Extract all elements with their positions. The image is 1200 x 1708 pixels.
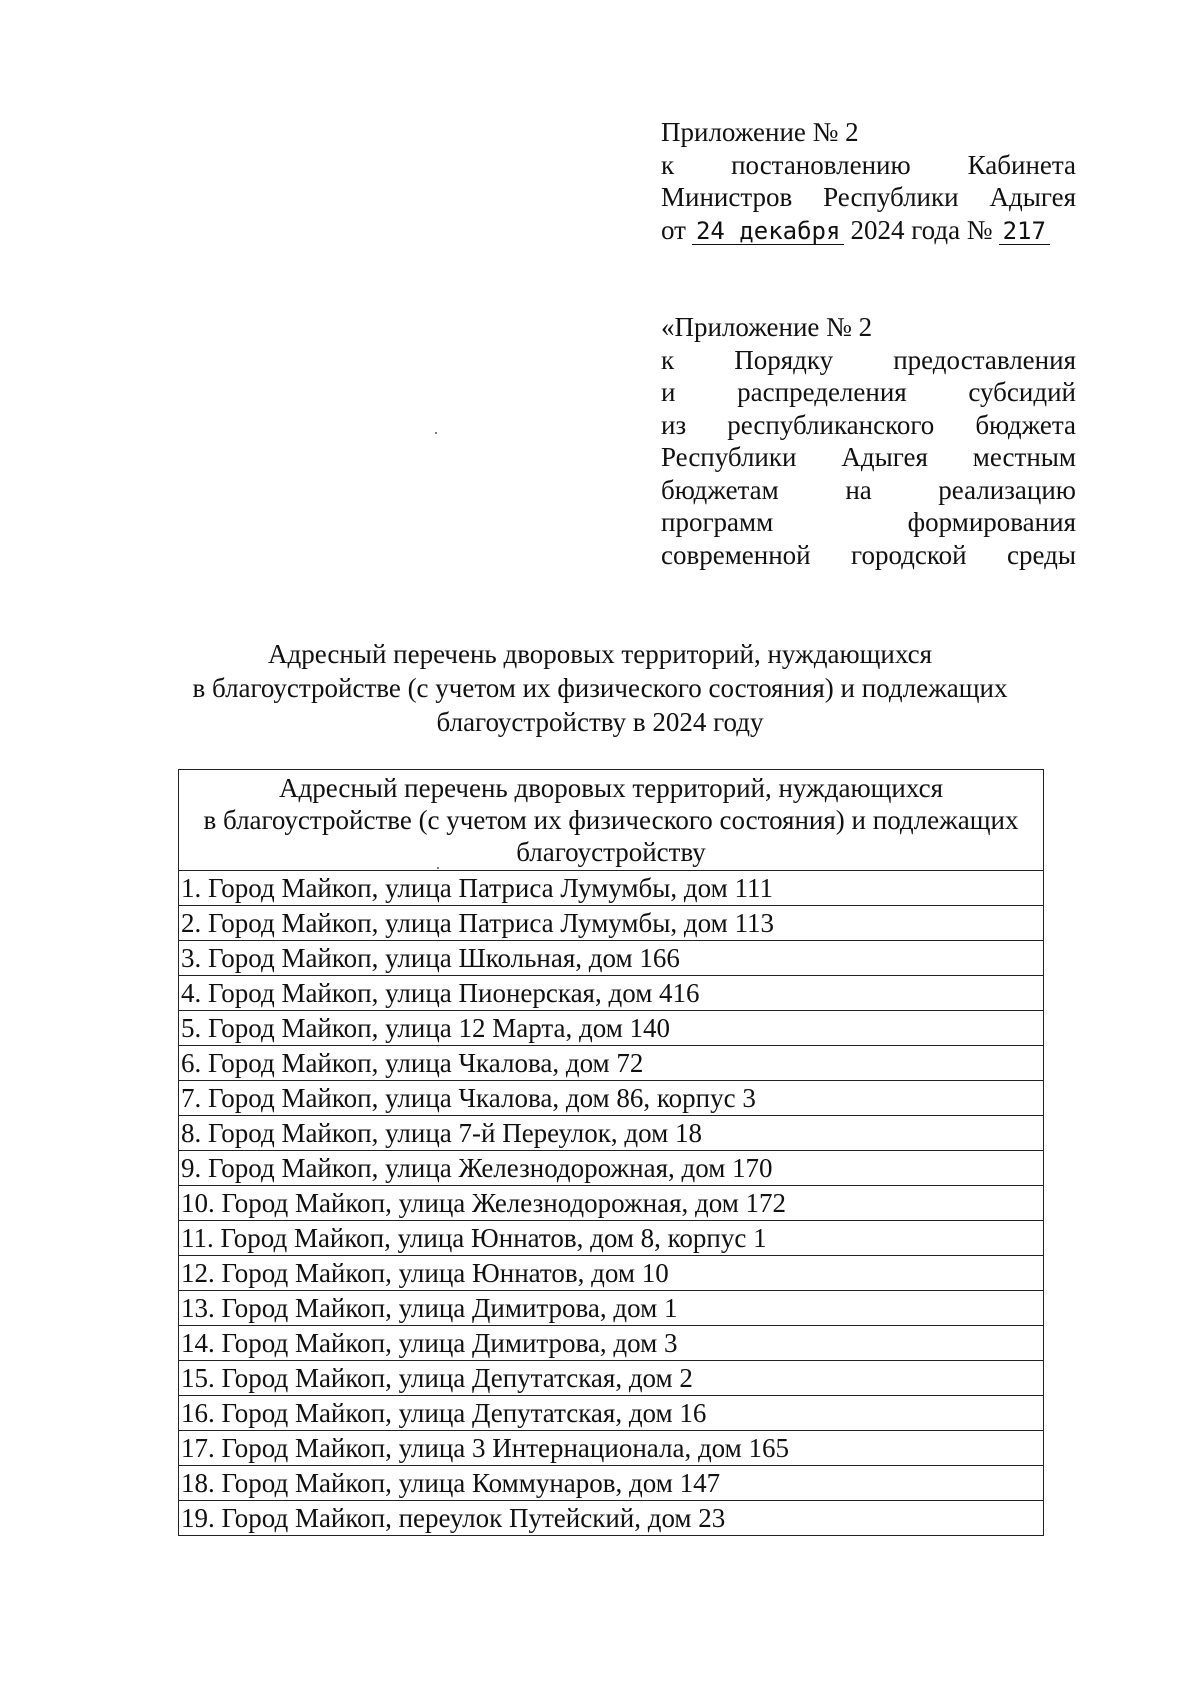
header-line: благоустройству — [516, 837, 706, 867]
address-cell: 16. Город Майкоп, улица Депутатская, дом 16 — [179, 1396, 1044, 1431]
address-cell: 8. Город Майкоп, улица 7-й Переулок, дом 18 — [179, 1116, 1044, 1151]
annex-word: Республики — [823, 182, 959, 212]
annex-procedure-line — [661, 539, 1076, 572]
table-row — [179, 1361, 1044, 1396]
table-row — [179, 1151, 1044, 1186]
address-cell: 2. Город Майкоп, улица Патриса Лумумбы, дом 113 — [179, 906, 1044, 941]
header-line: Адресный перечень дворовых территорий, нуждающихся — [278, 773, 943, 803]
table-row — [179, 1046, 1044, 1081]
address-cell: 15. Город Майкоп, улица Депутатская, дом 2 — [179, 1361, 1044, 1396]
date-prefix: от — [661, 214, 686, 245]
address-cell: 14. Город Майкоп, улица Димитрова, дом 3 — [179, 1326, 1044, 1361]
table-row — [179, 976, 1044, 1011]
annex-procedure-block — [661, 311, 1076, 571]
address-cell: 12. Город Майкоп, улица Юннатов, дом 10 — [179, 1256, 1044, 1291]
address-cell: 13. Город Майкоп, улица Димитрова, дом 1 — [179, 1291, 1044, 1326]
address-cell: 11. Город Майкоп, улица Юннатов, дом 8, корпус 1 — [179, 1221, 1044, 1256]
annex-word: постановлению — [731, 149, 911, 180]
table-row — [179, 1291, 1044, 1326]
address-cell: 7. Город Майкоп, улица Чкалова, дом 86, корпус 3 — [179, 1081, 1044, 1116]
annex-procedure-line — [661, 344, 1076, 377]
annex-word: современной — [661, 539, 811, 570]
header-line: в благоустройстве (с учетом их физического состояния) и подлежащих — [203, 805, 1019, 835]
annex-word: городской — [851, 539, 967, 570]
address-cell: 18. Город Майкоп, улица Коммунаров, дом 147 — [179, 1466, 1044, 1501]
annex-word: предоставления — [893, 344, 1076, 375]
address-cell: 6. Город Майкоп, улица Чкалова, дом 72 — [179, 1046, 1044, 1081]
annex-procedure-line — [661, 441, 1076, 474]
annex-word: к — [661, 344, 675, 375]
scan-speck — [435, 432, 437, 434]
address-cell: 1. Город Майкоп, улица Патриса Лумумбы, дом 111 — [179, 871, 1044, 906]
annex-word: и — [661, 377, 676, 407]
annex-order-title: Приложение № 2 — [661, 117, 859, 147]
table-row — [179, 1431, 1044, 1466]
table-row — [179, 941, 1044, 976]
document-title — [150, 637, 1050, 739]
address-cell: 3. Город Майкоп, улица Школьная, дом 166 — [179, 941, 1044, 976]
address-table — [178, 769, 1044, 1536]
table-row — [179, 1466, 1044, 1501]
annex-order-date-line — [661, 214, 1076, 247]
table-row — [179, 1081, 1044, 1116]
scan-speck — [437, 867, 439, 869]
annex-word: республиканского — [727, 409, 935, 440]
annex-word: бюджетам — [661, 474, 779, 505]
annex-word: к — [661, 149, 675, 180]
table-header-cell — [179, 770, 1044, 871]
annex-word: распределения — [737, 377, 907, 407]
table-body — [179, 871, 1044, 1536]
table-header-row — [179, 770, 1044, 871]
annex-word: Министров — [661, 182, 793, 212]
title-line: благоустройству в 2024 году — [436, 707, 764, 737]
annex-procedure-line — [661, 474, 1076, 507]
table-row — [179, 1221, 1044, 1256]
annex-word: Адыгея — [841, 442, 928, 472]
annex-word: Порядку — [734, 344, 834, 375]
annex-word: реализацию — [938, 474, 1076, 505]
annex-word: субсидий — [968, 377, 1076, 407]
table-row — [179, 906, 1044, 941]
table-row — [179, 1116, 1044, 1151]
annex-word: среды — [1007, 539, 1076, 570]
annex-order-block — [661, 116, 1076, 246]
table-row — [179, 1501, 1044, 1536]
annex-procedure-line — [661, 376, 1076, 409]
annex-procedure-line — [661, 506, 1076, 539]
annex-word: из — [661, 409, 687, 440]
table-row — [179, 1396, 1044, 1431]
annex-word: на — [845, 474, 872, 505]
title-line: Адресный перечень дворовых территорий, нуждающихся — [267, 639, 932, 669]
handwritten-date: 24 декабря — [692, 218, 845, 245]
annex-order-line-2 — [661, 149, 1076, 182]
annex-word: Кабинета — [967, 149, 1076, 180]
address-cell: 17. Город Майкоп, улица 3 Интернационала, дом 165 — [179, 1431, 1044, 1466]
address-cell: 4. Город Майкоп, улица Пионерская, дом 416 — [179, 976, 1044, 1011]
title-line: в благоустройстве (с учетом их физического состояния) и подлежащих — [192, 673, 1008, 703]
annex-word: бюджета — [975, 409, 1076, 440]
table-row — [179, 871, 1044, 906]
table-row — [179, 1011, 1044, 1046]
annex-word: Адыгея — [989, 182, 1076, 212]
table-row — [179, 1186, 1044, 1221]
annex-word: программ — [661, 507, 774, 537]
address-cell: 19. Город Майкоп, переулок Путейский, дом 23 — [179, 1501, 1044, 1536]
address-cell: 9. Город Майкоп, улица Железнодорожная, дом 170 — [179, 1151, 1044, 1186]
annex-procedure-title: «Приложение № 2 — [661, 312, 873, 342]
handwritten-number: 217 — [999, 218, 1050, 245]
annex-word: формирования — [907, 507, 1076, 537]
table-row — [179, 1256, 1044, 1291]
annex-procedure-line — [661, 409, 1076, 442]
address-cell: 10. Город Майкоп, улица Железнодорожная, дом 172 — [179, 1186, 1044, 1221]
annex-word: Республики — [661, 442, 797, 472]
annex-word: местным — [972, 442, 1076, 472]
date-suffix: 2024 года № — [850, 214, 993, 245]
table-row — [179, 1326, 1044, 1361]
annex-order-line-3 — [661, 181, 1076, 214]
address-cell: 5. Город Майкоп, улица 12 Марта, дом 140 — [179, 1011, 1044, 1046]
